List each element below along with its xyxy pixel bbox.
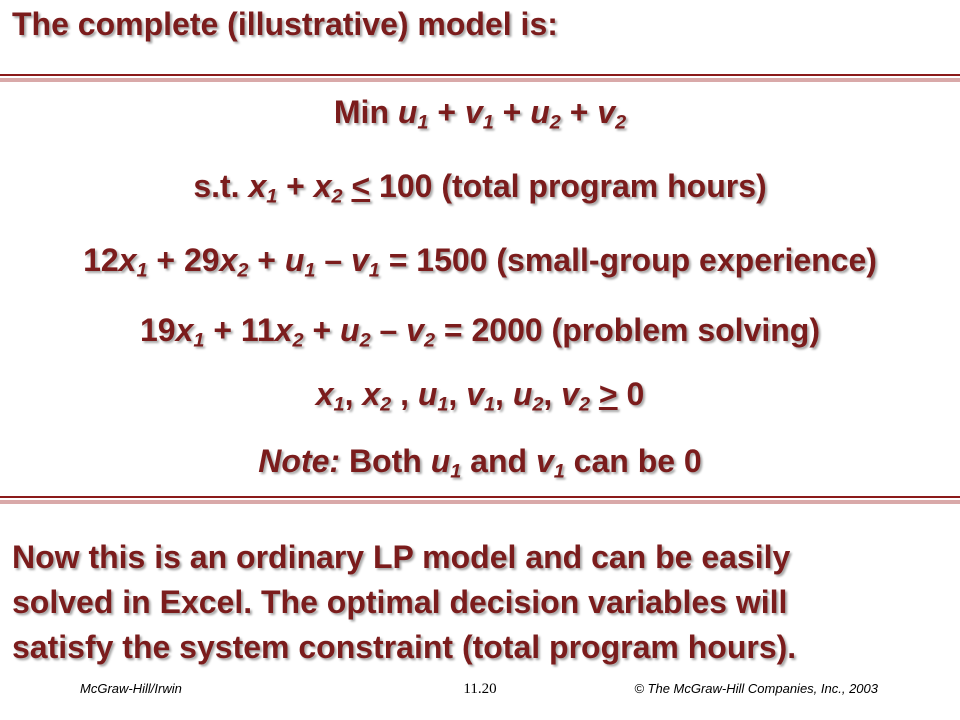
bottom-divider	[0, 496, 960, 504]
footer-publisher: McGraw-Hill/Irwin	[80, 681, 182, 696]
slide-number: 11.20	[463, 681, 497, 697]
footer-copyright: © The McGraw-Hill Companies, Inc., 2003	[634, 681, 878, 696]
paragraph-line: satisfy the system constraint (total program hours).	[12, 629, 797, 665]
slide-title: The complete (illustrative) model is:	[12, 6, 558, 42]
nonnegativity-constraint: $x_1$, $x_2$ , $u_1$, $v_1$, $u_2$, $v_2 > 0$	[315, 376, 645, 416]
note-label: Note:	[258, 443, 341, 479]
top-divider	[0, 74, 960, 82]
explanation-paragraph	[12, 535, 948, 670]
note-line: Note: Both $u_1$ and $v_1$ can be 0	[258, 443, 702, 483]
constraint-total-hours: s.t. $x_1 + x_2 < 100$ (total program hours)	[193, 168, 767, 208]
constraint-small-group: $12x_1 + 29x_2 + u_1 - v_1 = 1500$ (small-group experience)	[83, 242, 877, 282]
paragraph-line: Now this is an ordinary LP model and can be easily	[12, 539, 791, 575]
objective-function: Min $u_1 + v_1 + u_2 + v_2$	[333, 94, 627, 134]
paragraph-line: solved in Excel. The optimal decision variables will	[12, 584, 788, 620]
constraint-problem-solving: $19x_1 + 11x_2 + u_2 - v_2 = 2000$ (problem solving)	[140, 312, 820, 352]
